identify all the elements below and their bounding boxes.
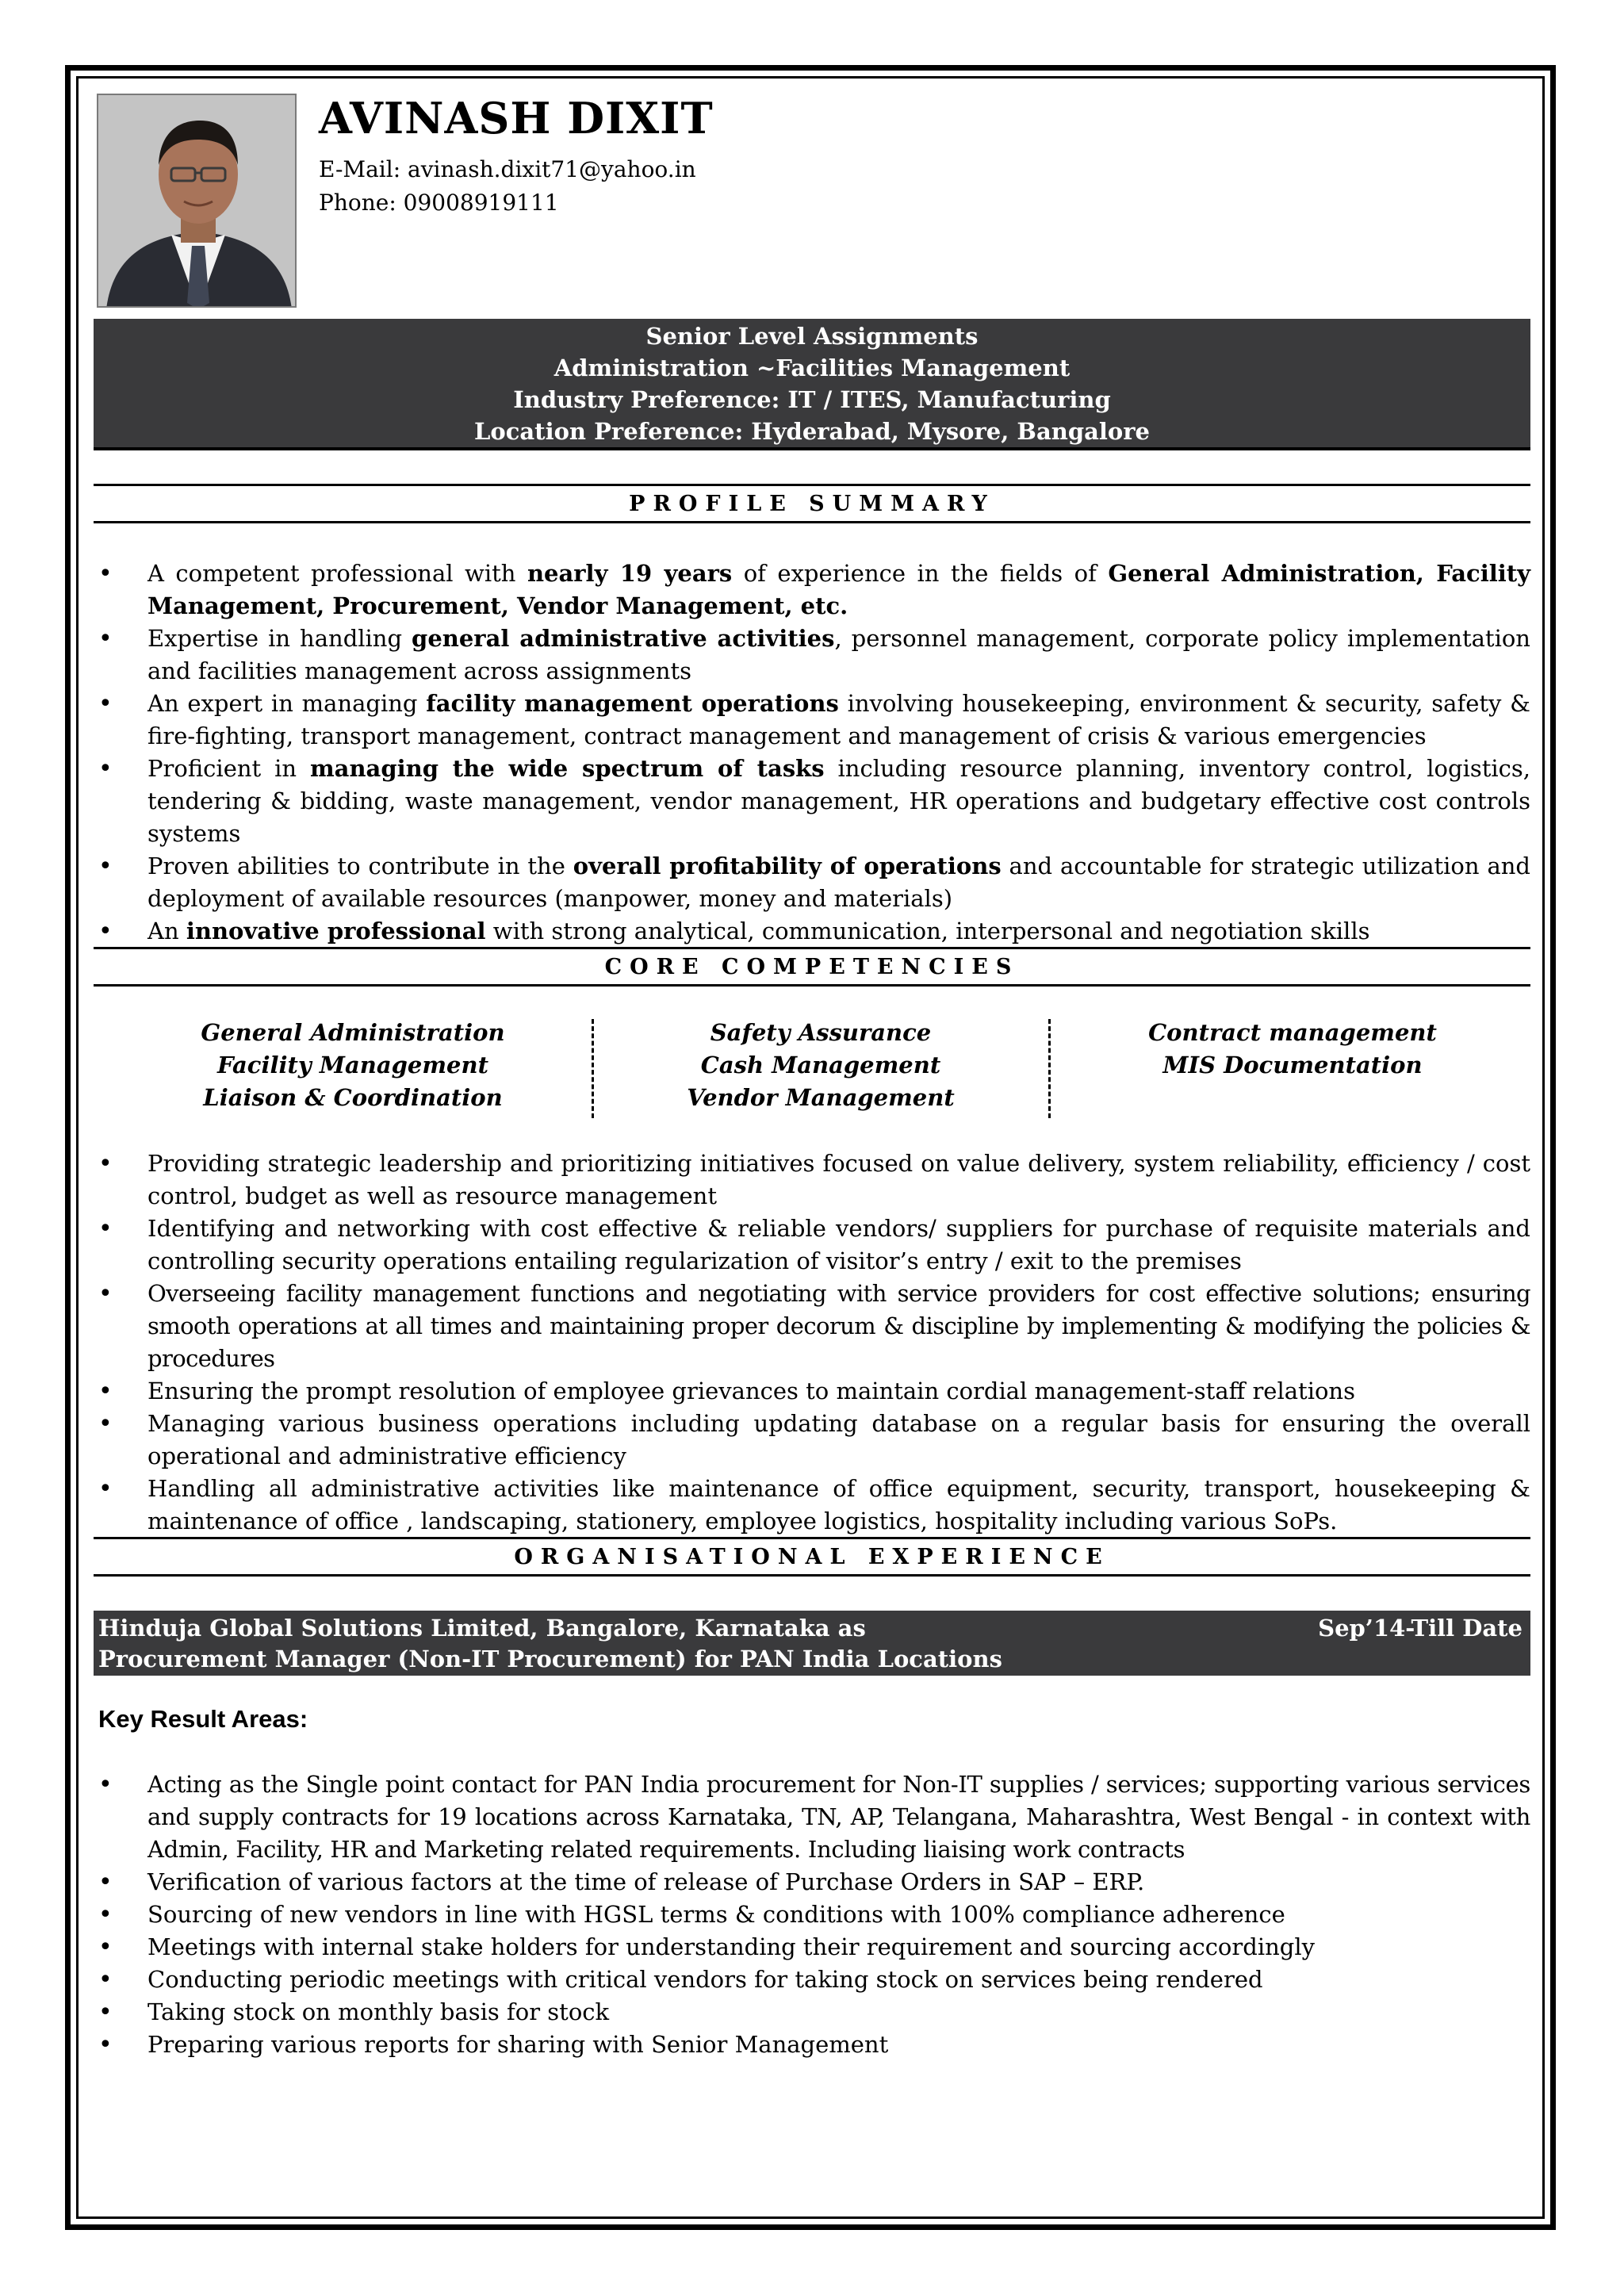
competency-item: General Administration [201, 1019, 505, 1046]
competency-column-1 [119, 1017, 587, 1114]
job-company: Hinduja Global Solutions Limited, Bangalore, Karnataka as [98, 1615, 866, 1642]
list-item: • Handling all administrative activities like maintenance of office equipment, security, transport, housekeeping & maintenance of office , landscaping, stationery, employee logistics, hospitality including various SoPs. [94, 1473, 1530, 1538]
list-item: • Overseeing facility management functions and negotiating with service providers for cost effective solutions; ensuring smooth operations at all times and maintaining proper decorum & discipline by implementing & modifying the policies & procedures [94, 1278, 1530, 1375]
job-dates: Sep’14-Till Date [1318, 1615, 1522, 1642]
competency-item: Safety Assurance [710, 1019, 932, 1046]
list-item: • Meetings with internal stake holders for understanding their requirement and sourcing accordingly [94, 1931, 1530, 1964]
key-result-areas-title: Key Result Areas: [98, 1705, 308, 1733]
list-item: • Ensuring the prompt resolution of employee grievances to maintain cordial management-staff relations [94, 1375, 1530, 1408]
section-heading-experience: ORGANISATIONAL EXPERIENCE [94, 1537, 1530, 1577]
list-item: • Taking stock on monthly basis for stock [94, 1996, 1530, 2029]
competency-item: MIS Documentation [1162, 1052, 1423, 1079]
list-item: • Proficient in managing the wide spectrum of tasks including resource planning, inventory control, logistics, tendering & bidding, waste management, vendor management, HR operations and budgetary effective cost controls systems [94, 753, 1530, 850]
list-item: • Providing strategic leadership and prioritizing initiatives focused on value delivery, system reliability, efficiency / cost control, budget as well as resource management [94, 1148, 1530, 1213]
section-heading-profile: PROFILE SUMMARY [94, 484, 1530, 523]
list-item: • Expertise in handling general administrative activities, personnel management, corporate policy implementation and facilities management across assignments [94, 623, 1530, 688]
list-item: • Verification of various factors at the time of release of Purchase Orders in SAP – ERP. [94, 1866, 1530, 1898]
portrait-image [98, 95, 297, 308]
contact-email: E-Mail: avinash.dixit71@yahoo.in [319, 156, 696, 182]
profile-photo [97, 94, 297, 308]
competency-item: Facility Management [217, 1052, 488, 1079]
contact-phone: Phone: 09008919111 [319, 190, 559, 216]
key-result-areas-list [94, 1768, 1530, 2061]
competency-column-2 [595, 1017, 1047, 1114]
banner-line: Industry Preference: IT / ITES, Manufacturing [513, 386, 1111, 413]
duties-list [94, 1148, 1530, 1538]
competency-divider [592, 1019, 594, 1118]
list-item: • Proven abilities to contribute in the overall profitability of operations and accountable for strategic utilization and deployment of available resources (manpower, money and materials) [94, 850, 1530, 915]
list-item: • Conducting periodic meetings with critical vendors for taking stock on services being rendered [94, 1964, 1530, 1996]
competency-item: Vendor Management [687, 1084, 955, 1111]
list-item: • Acting as the Single point contact for PAN India procurement for Non-IT supplies / services; supporting various services and supply contracts for 19 locations across Karnataka, TN, AP, Telangana, Maharashtra, West Bengal - in context with Admin, Facility, HR and Marketing related requirements. Including liaising work contracts [94, 1768, 1530, 1866]
job-role: Procurement Manager (Non-IT Procurement) for PAN India Locations [98, 1646, 1002, 1672]
banner-line: Location Preference: Hyderabad, Mysore, Bangalore [474, 418, 1150, 445]
list-item: • Preparing various reports for sharing with Senior Management [94, 2029, 1530, 2061]
job-header-bar [94, 1611, 1530, 1676]
competency-item: Contract management [1148, 1019, 1437, 1046]
section-heading-competencies: CORE COMPETENCIES [94, 947, 1530, 987]
competency-item: Cash Management [700, 1052, 941, 1079]
list-item: • Sourcing of new vendors in line with HGSL terms & conditions with 100% compliance adherence [94, 1898, 1530, 1931]
list-item: • A competent professional with nearly 19 years of experience in the fields of General Administration, Facility Management, Procurement, Vendor Management, etc. [94, 557, 1530, 623]
list-item: • An expert in managing facility management operations involving housekeeping, environment & security, safety & fire-fighting, transport management, contract management and management of crisis & various emergencies [94, 688, 1530, 753]
list-item: • Managing various business operations including updating database on a regular basis for ensuring the overall operational and administrative efficiency [94, 1408, 1530, 1473]
competency-divider [1048, 1019, 1051, 1118]
banner-line: Senior Level Assignments [645, 323, 979, 350]
banner-line: Administration ~Facilities Management [553, 354, 1071, 381]
profile-summary-list [94, 557, 1530, 948]
headline-banner [94, 319, 1530, 450]
competency-item: Liaison & Coordination [203, 1084, 503, 1111]
candidate-name: AVINASH DIXIT [319, 93, 714, 144]
list-item: • Identifying and networking with cost effective & reliable vendors/ suppliers for purchase of requisite materials and controlling security operations entailing regularization of visitor’s entry / exit to the premises [94, 1213, 1530, 1278]
list-item: • An innovative professional with strong analytical, communication, interpersonal and negotiation skills [94, 915, 1530, 948]
competency-column-3 [1063, 1017, 1522, 1082]
